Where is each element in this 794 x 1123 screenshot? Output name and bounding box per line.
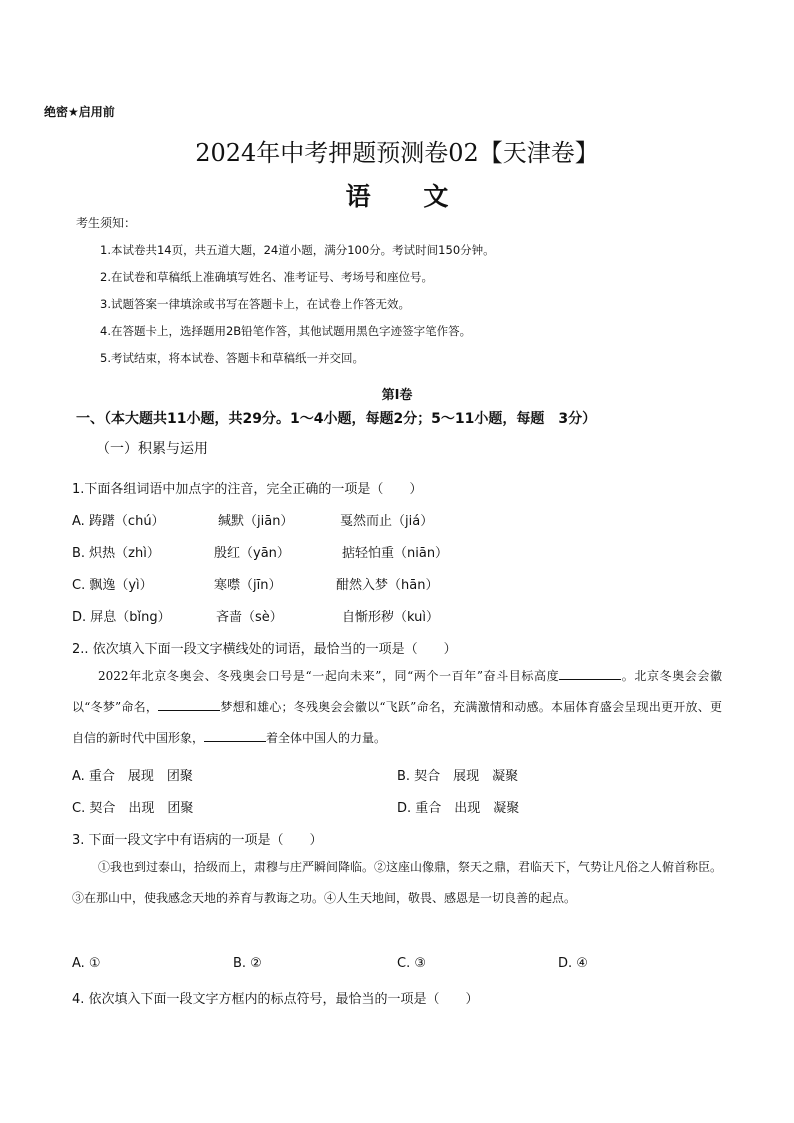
- confidential-label: 绝密★启用前: [44, 105, 115, 119]
- q1-option-d: D. 屏息（bǐng）: [72, 610, 171, 625]
- section-heading: 一、（本大题共11小题，共29分。1～4小题，每题2分；5～11小题，每题 3分）: [76, 411, 597, 427]
- q3-option-b: B. ②: [233, 956, 262, 971]
- exam-title: 2024年中考押题预测卷02【天津卷】: [195, 139, 599, 167]
- q2-passage-part: 。北京冬奥会会徽以“冬梦”命名，: [72, 669, 722, 714]
- notice-item: 1.本试卷共14页，共五道大题，24道小题，满分100分。考试时间150分钟。: [100, 243, 495, 257]
- q1-option-c-word3: 酣然入梦（hān）: [336, 578, 439, 593]
- question-1-stem: 1.下面各组词语中加点字的注音，完全正确的一项是（ ）: [72, 482, 423, 497]
- question-3-stem: 3. 下面一段文字中有语病的一项是（ ）: [72, 833, 323, 848]
- notice-item: 2.在试卷和草稿纸上准确填写姓名、准考证号、考场号和座位号。: [100, 270, 433, 284]
- notice-item: 4.在答题卡上，选择题用2B铅笔作答，其他试题用黑色字迹签字笔作答。: [100, 324, 472, 338]
- q1-option-d-word3: 自惭形秽（kuì）: [342, 610, 439, 625]
- q2-passage-part: 2022年北京冬奥会、冬残奥会口号是“一起向未来”，同“两个一百年”奋斗目标高度: [98, 669, 560, 683]
- question-2-passage: [72, 661, 722, 754]
- notice-item: 5.考试结束，将本试卷、答题卡和草稿纸一并交回。: [100, 351, 364, 365]
- q3-option-c: C. ③: [397, 956, 426, 971]
- q1-option-b: B. 炽热（zhì）: [72, 546, 160, 561]
- fill-blank: [559, 667, 621, 680]
- question-2-stem: 2.. 依次填入下面一段文字横线处的词语，最恰当的一项是（ ）: [72, 642, 457, 657]
- fill-blank: [158, 698, 220, 711]
- question-3-passage: ①我也到过泰山，拾级而上，肃穆与庄严瞬间降临。②这座山像鼎，祭天之鼎，君临天下，气势让凡俗之人俯首称臣。③在那山中，使我感念天地的养育与教诲之功。④人生天地间，敬畏、感恩是一切良善的起点。: [72, 860, 723, 905]
- subject-title: 语 文: [345, 182, 471, 211]
- notice-heading: 考生须知：: [76, 216, 137, 230]
- q2-passage-part: 着全体中国人的力量。: [266, 731, 387, 745]
- q2-option-c: C. 契合 出现 团聚: [72, 801, 194, 816]
- q2-passage-part: 梦想和雄心；冬残奥会会徽以“飞跃”命名，充满激情和动感。本届体育盛会呈现出更开放、更自信的新时代中国形象，: [72, 700, 722, 745]
- q2-option-b: B. 契合 展现 凝聚: [397, 769, 519, 784]
- notice-item: 3.试题答案一律填涂或书写在答题卡上，在试卷上作答无效。: [100, 297, 410, 311]
- question-4-stem: 4. 依次填入下面一段文字方框内的标点符号，最恰当的一项是（ ）: [72, 992, 479, 1007]
- q2-option-a: A. 重合 展现 团聚: [72, 769, 193, 784]
- q1-option-a: A. 踌躇（chú）: [72, 514, 165, 529]
- q1-option-b-word2: 殷红（yān）: [214, 546, 290, 561]
- volume-heading: 第Ⅰ卷: [381, 388, 413, 403]
- q3-option-d: D. ④: [558, 956, 588, 971]
- q2-option-d: D. 重合 出现 凝聚: [397, 801, 520, 816]
- subsection-heading: （一）积累与运用: [96, 441, 208, 457]
- q1-option-b-word3: 掂轻怕重（niān）: [342, 546, 449, 561]
- q1-option-c-word2: 寒噤（jīn）: [214, 578, 282, 593]
- q1-option-d-word2: 吝啬（sè）: [216, 610, 283, 625]
- q1-option-a-word3: 戛然而止（jiá）: [340, 514, 434, 529]
- fill-blank: [204, 729, 266, 742]
- q1-option-c: C. 飘逸（yì）: [72, 578, 153, 593]
- q3-option-a: A. ①: [72, 956, 101, 971]
- q1-option-a-word2: 缄默（jiān）: [218, 514, 294, 529]
